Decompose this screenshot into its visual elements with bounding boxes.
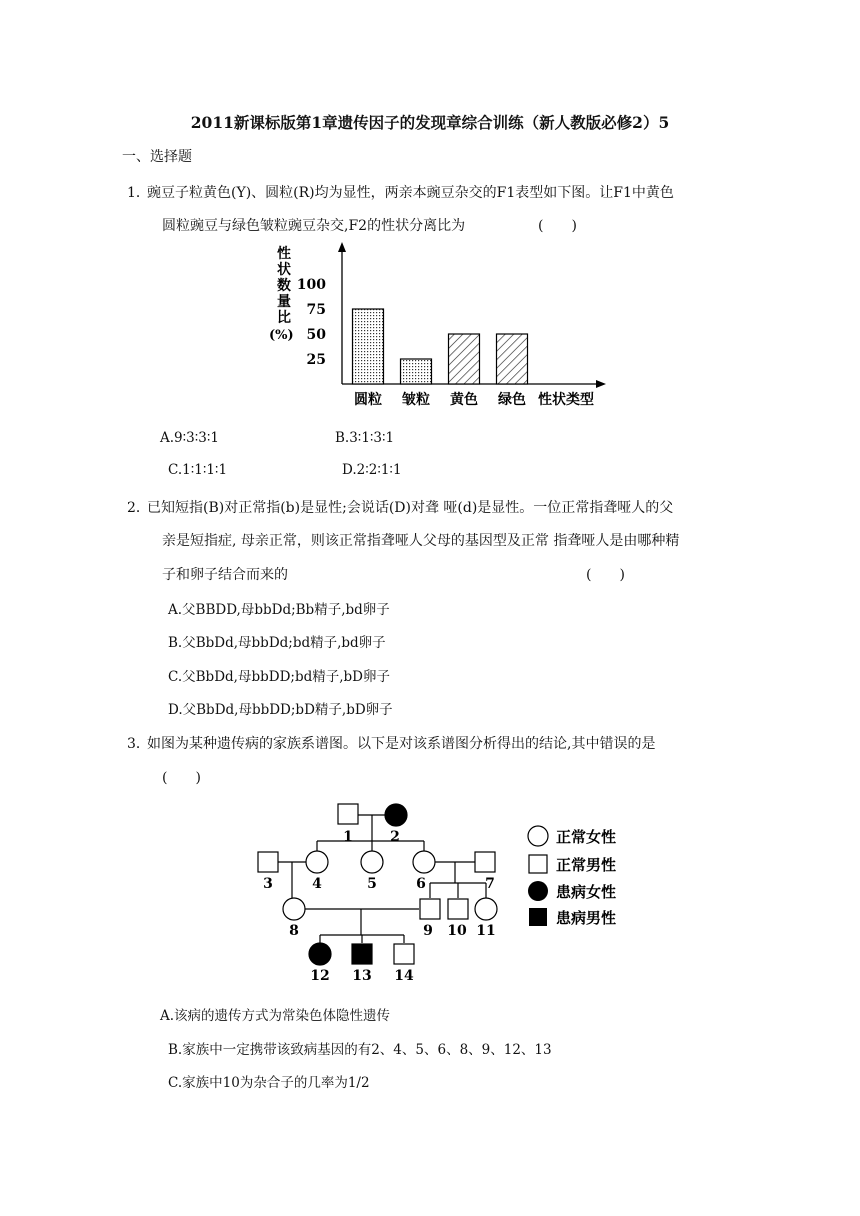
individual-7-normal-male (475, 852, 495, 872)
pedigree-label: 2 (390, 829, 400, 845)
y-tick-label: 75 (306, 302, 326, 318)
individual-9-normal-male (420, 899, 440, 919)
pedigree-label: 5 (367, 876, 377, 892)
y-axis-label-char: (%) (269, 328, 294, 343)
pedigree-label: 10 (447, 923, 467, 939)
legend-affected-male: 患病男性 (556, 909, 617, 927)
pedigree-label: 13 (352, 968, 372, 984)
q3-number: 3． (127, 736, 150, 752)
q1-option-c: C.1∶1∶1∶1 (168, 462, 228, 478)
pedigree-individuals (258, 804, 497, 965)
individual-5-normal-female (361, 851, 383, 873)
q1-answer-paren: ( ) (538, 218, 577, 234)
y-tick-label: 50 (306, 327, 326, 343)
q2-option-a: A.父BBDD,母bbDd;Bb精子,bd卵子 (168, 602, 390, 618)
q3-answer-paren: ( ) (162, 770, 201, 786)
pedigree-label: 9 (423, 923, 433, 939)
y-axis-label-char: 性 (277, 246, 291, 262)
q1-option-b: B.3∶1∶3∶1 (335, 430, 395, 446)
bar-绿色 (497, 334, 528, 384)
pedigree-label: 1 (343, 829, 353, 845)
x-category-label: 皱粒 (402, 392, 430, 408)
legend-normal-male: 正常男性 (556, 856, 617, 874)
legend-normal-male-icon (529, 855, 547, 873)
pedigree-label: 14 (394, 968, 414, 984)
individual-3-normal-male (258, 852, 278, 872)
legend-affected-female: 患病女性 (556, 883, 617, 901)
legend-affected-female-icon (528, 881, 548, 901)
q1-option-a: A.9∶3∶3∶1 (160, 430, 219, 446)
bar-圆粒 (353, 309, 384, 384)
document-title: 2011新课标版第1章遗传因子的发现章综合训练（新人教版必修2）5 (190, 113, 670, 132)
individual-8-normal-female (283, 898, 305, 920)
individual-6-normal-female (413, 851, 435, 873)
individual-2-affected-female (385, 804, 407, 826)
section-heading: 一、选择题 (122, 149, 192, 165)
q1-bar-chart (268, 240, 618, 412)
q1-number: 1． (127, 185, 150, 201)
y-axis-label (269, 245, 294, 343)
legend-normal-female-icon (528, 826, 548, 846)
individual-4-normal-female (306, 851, 328, 873)
q2-number: 2． (127, 500, 150, 516)
y-axis-arrow (338, 242, 346, 252)
y-tick-label: 25 (306, 352, 326, 368)
legend-normal-female: 正常女性 (556, 828, 617, 846)
x-axis-label: 性状类型 (538, 392, 594, 408)
y-tick-label: 100 (296, 277, 326, 293)
q3-option-c: C.家族中10为杂合子的几率为1/2 (168, 1075, 370, 1091)
q3-line1: 如图为某种遗传病的家族系谱图。以下是对该系谱图分析得出的结论,其中错误的是 (147, 736, 656, 752)
x-category-label: 黄色 (450, 392, 478, 408)
q3-option-a: A.该病的遗传方式为常染色体隐性遗传 (160, 1008, 391, 1024)
q2-option-b: B.父BbDd,母bbDd;bd精子,bd卵子 (168, 635, 386, 651)
pedigree-label: 7 (485, 876, 495, 892)
q2-line2: 亲是短指症, 母亲正常，则该正常指聋哑人父母的基因型及正常 指聋哑人是由哪种精 (162, 533, 680, 549)
q2-option-c: C.父BbDd,母bbDD;bd精子,bD卵子 (168, 669, 390, 685)
x-category-label: 圆粒 (354, 392, 382, 408)
pedigree-label: 12 (310, 968, 330, 984)
individual-14-normal-male (394, 944, 414, 964)
q1-option-d: D.2∶2∶1∶1 (342, 462, 402, 478)
individual-1-normal-male (338, 804, 358, 824)
pedigree-label: 11 (476, 923, 496, 939)
y-axis-label-char: 数 (277, 278, 291, 294)
q3-option-b: B.家族中一定携带该致病基因的有2、4、5、6、8、9、12、13 (168, 1042, 552, 1058)
individual-11-normal-female (475, 898, 497, 920)
legend-affected-male-icon (529, 908, 547, 926)
y-axis-label-char: 状 (277, 262, 291, 278)
q2-line3: 子和卵子结合而来的 (162, 567, 288, 583)
x-category-label: 绿色 (498, 392, 526, 408)
pedigree-label: 3 (263, 876, 273, 892)
y-axis-label-char: 比 (277, 310, 291, 326)
q2-answer-paren: ( ) (586, 567, 625, 583)
q2-line1: 已知短指(B)对正常指(b)是显性;会说话(D)对聋 哑(d)是显性。一位正常指聋哑人的父 (147, 500, 674, 516)
individual-10-normal-male (448, 899, 468, 919)
pedigree-label: 4 (312, 876, 322, 892)
pedigree-label: 8 (289, 923, 299, 939)
y-axis-label-char: 量 (277, 294, 291, 310)
bar-皱粒 (401, 359, 432, 384)
pedigree-legend (528, 826, 616, 927)
individual-12-affected-female (309, 943, 331, 965)
bar-黄色 (449, 334, 480, 384)
individual-13-affected-male (352, 944, 372, 964)
q2-option-d: D.父BbDd,母bbDD;bD精子,bD卵子 (168, 702, 393, 718)
x-axis-arrow (596, 380, 606, 388)
pedigree-label: 6 (416, 876, 426, 892)
q1-line2: 圆粒豌豆与绿色皱粒豌豆杂交,F2的性状分离比为 (162, 218, 466, 234)
q1-line1: 豌豆子粒黄色(Y)、圆粒(R)均为显性，两亲本豌豆杂交的F1表型如下图。让F1中黄色 (147, 185, 674, 201)
pedigree-chart (250, 795, 650, 985)
